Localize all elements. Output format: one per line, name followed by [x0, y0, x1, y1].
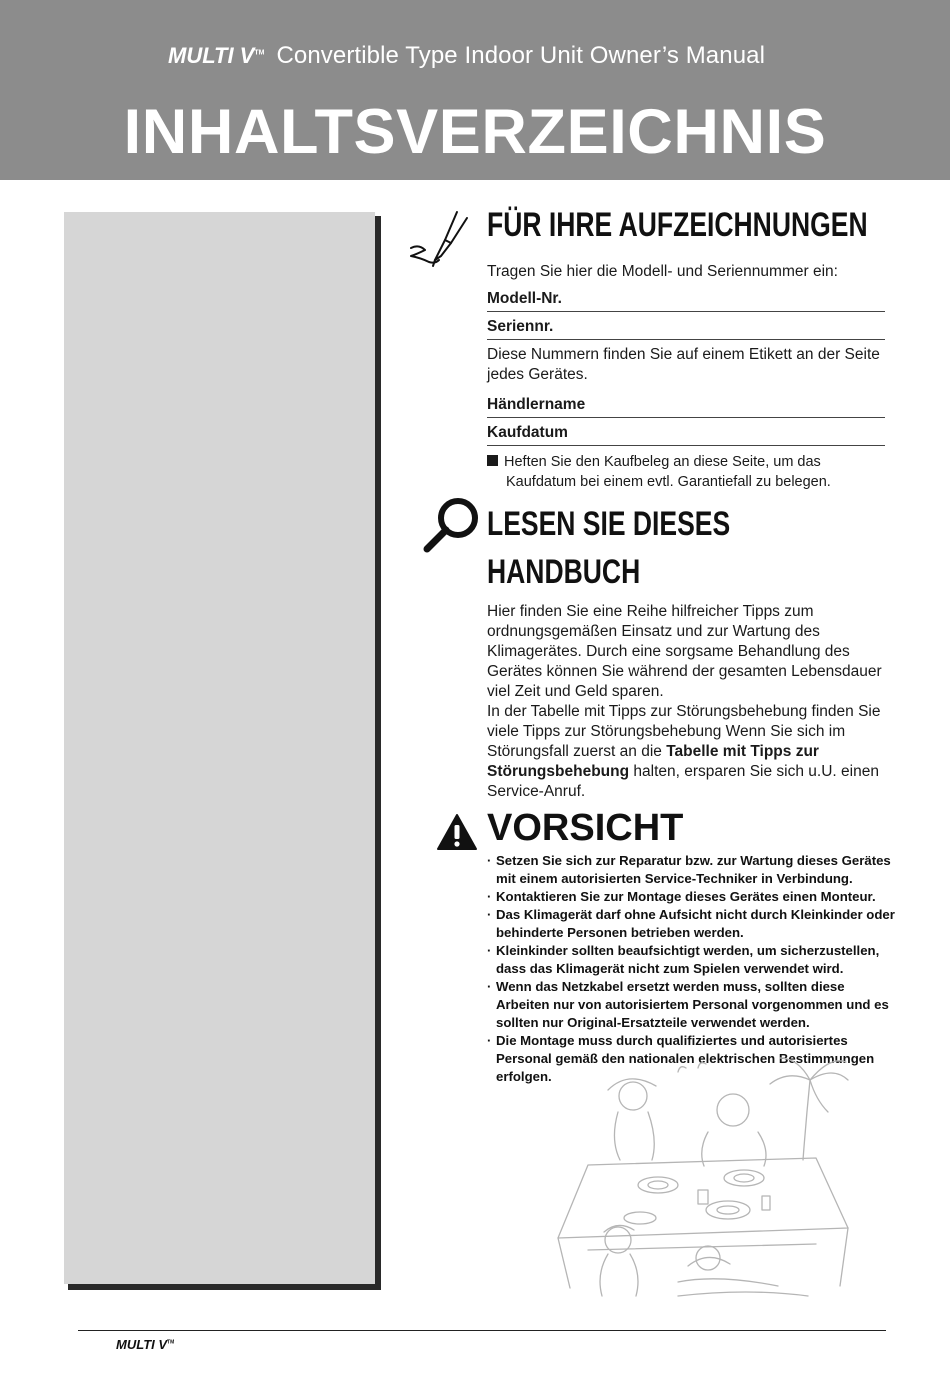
model-number-field[interactable]: Modell-Nr.: [487, 290, 885, 312]
caution-item: · Wenn das Netzkabel ersetzt werden muss, sollten diese Arbeiten nur von autorisiertem Personal vorgenommen und es sollten nur Original-Ersatzteile verwendet werden.: [487, 978, 897, 1032]
brand-logo-tm: TM: [254, 49, 265, 57]
pen-icon: [405, 210, 475, 270]
square-bullet-icon: [487, 455, 498, 466]
read-manual-heading-line2: HANDBUCH: [487, 553, 641, 591]
toc-panel: [64, 212, 375, 1284]
read-manual-body-part2: In der Tabelle mit Tipps zur Störungsbehebung finden Sie viele Tipps zur Störungsbehebung Wenn Sie sich im Störungsfall zuerst an die: [487, 703, 881, 760]
caution-item: · Die Montage muss durch qualifiziertes und autorisiertes Personal gemäß den nationalen elektrischen Bestimmungen erfolgen.: [487, 1032, 897, 1086]
records-location-text: Diese Nummern finden Sie auf einem Etikett an der Seite jedes Gerätes.: [487, 346, 880, 383]
brand-logo-text: MULTI V: [168, 43, 255, 68]
caution-heading: VORSICHT: [487, 807, 684, 849]
picnic-illustration: [548, 1050, 888, 1300]
read-manual-body: [487, 602, 887, 802]
read-manual-body-part3: halten, ersparen Sie sich u.U. einen Service-Anruf.: [487, 763, 879, 800]
header-band: [0, 0, 950, 180]
purchase-date-field[interactable]: Kaufdatum: [487, 424, 885, 446]
records-heading: FÜR IHRE AUFZEICHNUNGEN: [487, 206, 868, 244]
staple-note-line2: Kaufdatum bei einem evtl. Garantiefall zu belegen.: [506, 474, 831, 490]
records-intro: Tragen Sie hier die Modell- und Seriennummer ein:: [487, 263, 838, 280]
manual-title: Convertible Type Indoor Unit Owner’s Manual: [276, 42, 766, 69]
brand-line: [168, 42, 765, 74]
caution-item: · Das Klimagerät darf ohne Aufsicht nicht durch Kleinkinder oder behinderte Personen betrieben werden.: [487, 906, 897, 942]
read-manual-body-part1: Hier finden Sie eine Reihe hilfreicher Tipps zum ordnungsgemäßen Einsatz und zur Wartung des Klimagerätes. Durch eine sorgsame Behandlung des Gerätes können Sie während der gesamten Lebensdauer viel Zeit und Geld sparen.: [487, 603, 882, 700]
dealer-name-field[interactable]: Händlername: [487, 396, 885, 418]
toc-panel-shadow-right: [375, 216, 381, 1290]
caution-item: · Setzen Sie sich zur Reparatur bzw. zur Wartung dieses Gerätes mit einem autorisierten Service-Techniker in Verbindung.: [487, 852, 897, 888]
magnifier-icon: [422, 496, 480, 554]
footer-logo-text: MULTI V: [116, 1337, 168, 1352]
warning-icon: [436, 813, 478, 851]
staple-receipt-note: [487, 452, 887, 492]
staple-note-line1: Heften Sie den Kaufbeleg an diese Seite, um das: [504, 454, 821, 470]
brand-logo: [168, 43, 264, 69]
footer-logo-tm: TM: [167, 1339, 175, 1346]
troubleshooting-table-reference: Tabelle mit Tipps zur Störungsbehebung: [487, 743, 819, 780]
toc-panel-shadow-bottom: [68, 1284, 381, 1290]
footer-rule: [78, 1330, 886, 1331]
caution-item: · Kontaktieren Sie zur Montage dieses Gerätes einen Monteur.: [487, 888, 897, 906]
caution-item: · Kleinkinder sollten beaufsichtigt werden, um sicherzustellen, dass das Klimagerät nicht zum Spielen verwendet wird.: [487, 942, 897, 978]
serial-number-field[interactable]: Seriennr.: [487, 318, 885, 340]
page-title: INHALTSVERZEICHNIS: [123, 97, 827, 167]
read-manual-heading: [487, 500, 730, 596]
footer-brand-logo: [116, 1337, 174, 1352]
read-manual-heading-line1: LESEN SIE DIESES: [487, 505, 731, 543]
